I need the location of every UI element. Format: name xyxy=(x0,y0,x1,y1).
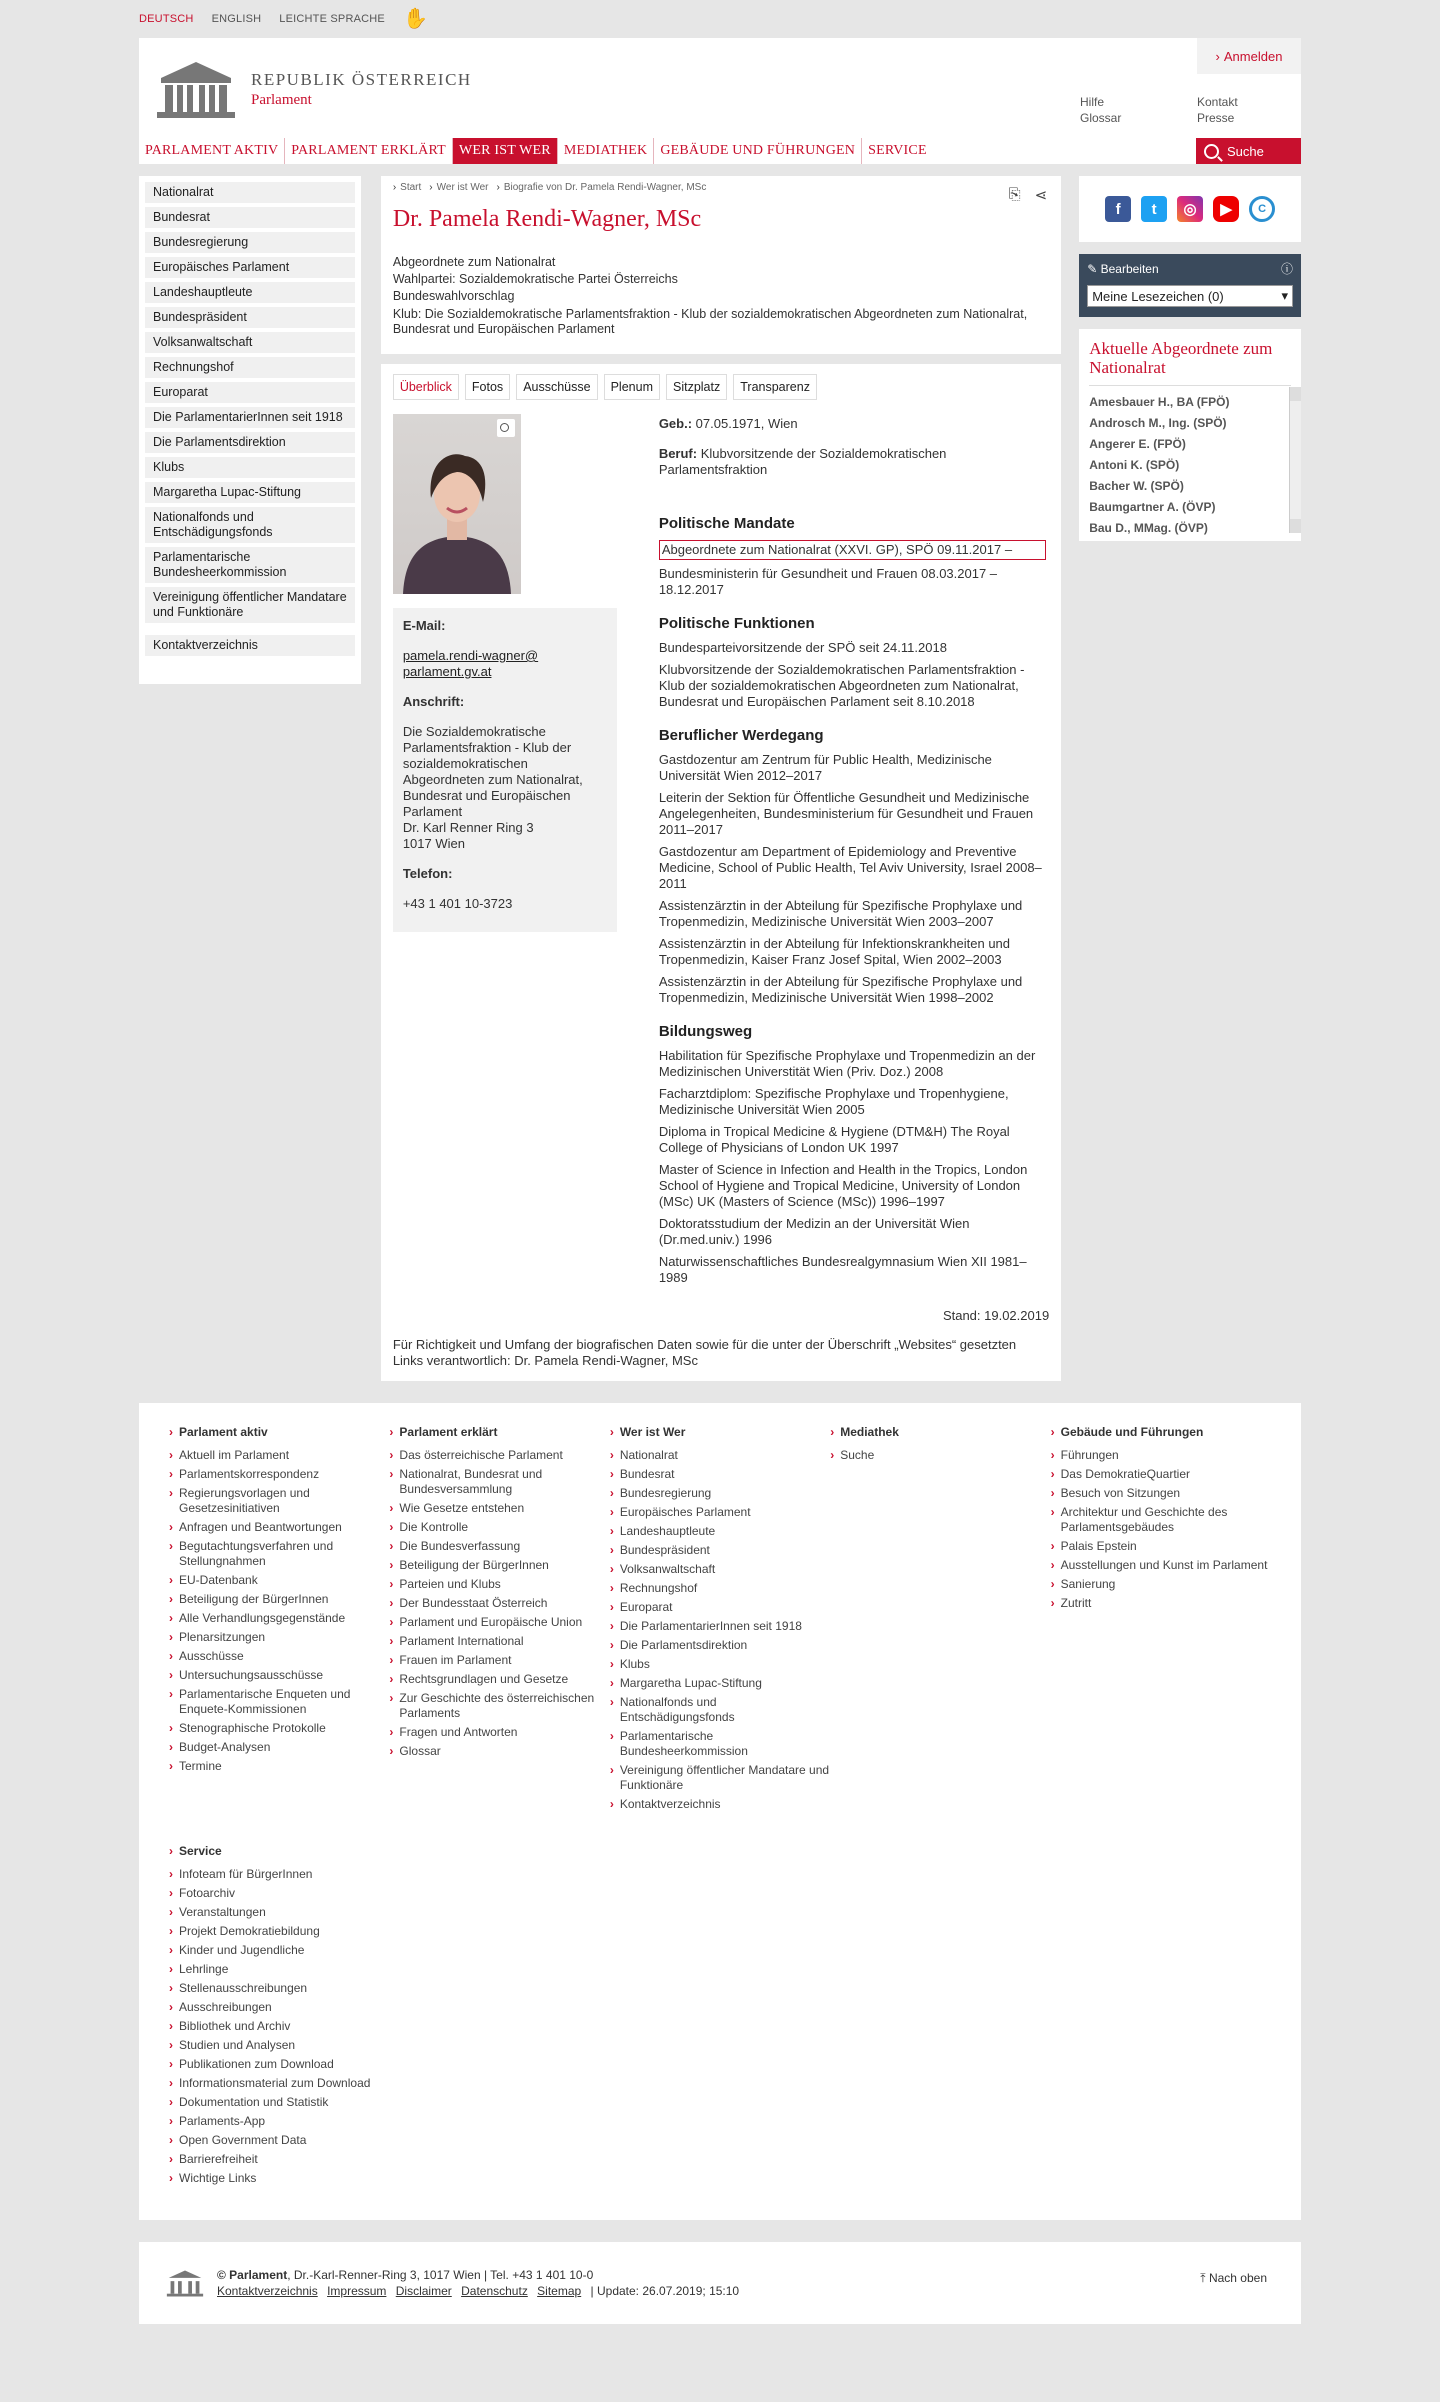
portrait-photo[interactable] xyxy=(393,414,521,594)
back-to-top-button[interactable] xyxy=(1200,2270,1267,2286)
login-button[interactable]: › Anmelden xyxy=(1197,38,1301,74)
nav-parlament-aktiv[interactable]: PARLAMENT AKTIV xyxy=(139,138,285,164)
footer-link-datenschutz[interactable]: Datenschutz xyxy=(461,2284,528,2298)
tab-ausschuesse[interactable]: Ausschüsse xyxy=(516,374,597,400)
portrait-image xyxy=(393,414,521,594)
footer-column xyxy=(610,1425,830,1816)
member-link[interactable]: Bau D., MMag. (ÖVP) xyxy=(1089,521,1208,535)
footer-link[interactable]: › Nationalrat, Bundesrat und Bundesversammlung xyxy=(389,1467,609,1497)
footer-link[interactable]: › Bundesrat xyxy=(610,1467,830,1482)
breadcrumb-start[interactable]: › Start xyxy=(393,182,421,193)
footer-link[interactable]: › Stenographische Protokolle xyxy=(169,1721,389,1736)
sidebar-item[interactable]: Margaretha Lupac-Stiftung xyxy=(145,482,355,503)
profession-label: Beruf: xyxy=(658,446,698,461)
breadcrumb-current: › Biografie von Dr. Pamela Rendi-Wagner, MSc xyxy=(496,182,706,193)
tab-plenum[interactable]: Plenum xyxy=(604,374,660,400)
phone-value: +43 1 401 10-3723 xyxy=(402,896,513,911)
biography-details xyxy=(659,414,1046,1292)
sidebar-item[interactable]: Nationalfonds und Entschädigungsfonds xyxy=(145,507,355,543)
footer-column xyxy=(830,1425,1050,1816)
sidebar-item-kontaktverzeichnis[interactable]: Kontaktverzeichnis xyxy=(145,635,355,656)
back-to-top-label: Nach oben xyxy=(1208,2271,1267,2285)
profession-info xyxy=(659,446,1046,478)
footer-column-title[interactable]: › Mediathek xyxy=(830,1425,1050,1440)
breadcrumb-wer-ist-wer[interactable]: › Wer ist Wer xyxy=(429,182,488,193)
sidebar-item[interactable]: Bundesregierung xyxy=(145,232,355,253)
sidebar-gap xyxy=(145,627,355,635)
youtube-icon[interactable]: ▶ xyxy=(1213,196,1239,222)
copyright: © Parlament xyxy=(217,2268,288,2282)
sidebar-item[interactable]: Bundesrat xyxy=(145,207,355,228)
tab-sitzplatz[interactable]: Sitzplatz xyxy=(666,374,727,400)
footer-address: , Dr.-Karl-Renner-Ring 3, 1017 Wien | Tel. +43 1 401 10-0 xyxy=(287,2268,594,2282)
footer-link[interactable]: › Plenarsitzungen xyxy=(169,1630,389,1645)
disclaimer-text: Für Richtigkeit und Umfang der biografischen Daten sowie für die unter der Überschrift „Websites“ gesetzten Links verantwortlich: Dr. Pamela Rendi-Wagner, MSc xyxy=(392,1337,1017,1368)
sidebar-item[interactable]: Die Parlamentsdirektion xyxy=(145,432,355,453)
footer-link[interactable]: › Frauen im Parlament xyxy=(389,1653,609,1668)
page-tools xyxy=(1009,186,1048,204)
footer-link[interactable]: › Begutachtungsverfahren und Stellungnahmen xyxy=(169,1539,389,1569)
footer-column-title[interactable]: › Service xyxy=(169,1844,393,1859)
sidebar-item[interactable]: Europäisches Parlament xyxy=(145,257,355,278)
current-members-title: Aktuelle Abgeordnete zum Nationalrat xyxy=(1089,339,1291,386)
footer-link[interactable]: › Kontaktverzeichnis xyxy=(610,1797,830,1812)
section-item: Master of Science in Infection and Health in the Tropics, London School of Hygiene and Tropical Medicine, University of London (MSc) UK (Masters of Science (MSc)) 1996–1997 xyxy=(658,1162,1028,1209)
section-item: Assistenzärztin in der Abteilung für Spezifische Prophylaxe und Tropenmedizin, Medizinische Universität Wien 2003–2007 xyxy=(658,898,1023,929)
footer-link[interactable]: › Die Bundesverfassung xyxy=(389,1539,609,1554)
footer-link[interactable]: › Suche xyxy=(830,1448,1050,1463)
profession-value: Klubvorsitzende der Sozialdemokratischen Parlamentsfraktion xyxy=(658,446,947,477)
profile-tabs xyxy=(393,374,1049,400)
lang-english[interactable]: ENGLISH xyxy=(211,13,262,25)
edit-label: Bearbeiten xyxy=(1100,261,1159,276)
member-link[interactable]: Angerer E. (FPÖ) xyxy=(1089,437,1186,451)
footer-column-service xyxy=(169,1844,393,2190)
section-item: Klubvorsitzende der Sozialdemokratischen Parlamentsfraktion - Klub der sozialdemokratischen Abgeordneten zum Nationalrat, Bundesrat und Europäischen Parlament seit 8.10.2018 xyxy=(658,662,1025,709)
main-navigation xyxy=(139,138,933,164)
footer-link[interactable]: › Dokumentation und Statistik xyxy=(169,2095,393,2110)
footer-link[interactable]: › Veranstaltungen xyxy=(169,1905,393,1920)
bookmarks-select-value: Meine Lesezeichen (0) xyxy=(1092,288,1224,304)
footer-link[interactable]: › Rechtsgrundlagen und Gesetze xyxy=(389,1672,609,1687)
footer-link[interactable]: › Wie Gesetze entstehen xyxy=(389,1501,609,1516)
footer-link[interactable]: › Die ParlamentarierInnen seit 1918 xyxy=(610,1619,830,1634)
twitter-icon[interactable]: t xyxy=(1141,196,1167,222)
sidebar-item[interactable]: Landeshauptleute xyxy=(145,282,355,303)
footer-link-impressum[interactable]: Impressum xyxy=(327,2284,387,2298)
nav-wer-ist-wer[interactable]: WER IST WER xyxy=(453,138,558,164)
current-members-list xyxy=(1089,392,1291,536)
parliament-small-logo-icon xyxy=(165,2268,205,2298)
footer-link[interactable]: › Anfragen und Beantwortungen xyxy=(169,1520,389,1535)
section-item: Bundesministerin für Gesundheit und Frauen 08.03.2017 – 18.12.2017 xyxy=(658,566,998,597)
sidebar-item[interactable]: Nationalrat xyxy=(145,182,355,203)
footer-link[interactable]: › Führungen xyxy=(1051,1448,1271,1463)
footer-link[interactable]: › Bundesregierung xyxy=(610,1486,830,1501)
sidebar-item[interactable]: Volksanwaltschaft xyxy=(145,332,355,353)
footer-link[interactable]: › Budget-Analysen xyxy=(169,1740,389,1755)
lang-leichte-sprache[interactable]: LEICHTE SPRACHE xyxy=(279,13,385,25)
email-link[interactable]: pamela.rendi-wagner@ parlament.gv.at xyxy=(402,648,539,679)
footer-link[interactable]: › Projekt Demokratiebildung xyxy=(169,1924,393,1939)
search-button[interactable] xyxy=(1196,138,1301,164)
nav-gebaeude-fuehrungen[interactable]: GEBÄUDE UND FÜHRUNGEN xyxy=(654,138,862,164)
footer-link[interactable]: › Fragen und Antworten xyxy=(389,1725,609,1740)
section-title: Bildungsweg xyxy=(658,1023,753,1040)
current-members-box xyxy=(1079,329,1301,541)
search-label: Suche xyxy=(1227,143,1264,159)
nav-service[interactable]: SERVICE xyxy=(868,143,927,158)
share-icon[interactable]: ⋖ xyxy=(1034,187,1048,204)
footer-link[interactable]: › Parlamentarische Enqueten und Enquete-Kommissionen xyxy=(169,1687,389,1717)
nav-mediathek[interactable]: MEDIATHEK xyxy=(558,138,654,164)
last-updated: Stand: 19.02.2019 xyxy=(942,1308,1050,1323)
footer-link[interactable]: › Barrierefreiheit xyxy=(169,2152,393,2167)
footer-link[interactable]: › Parteien und Klubs xyxy=(389,1577,609,1592)
section-item: Abgeordnete zum Nationalrat (XXVI. GP), SPÖ 09.11.2017 – xyxy=(659,540,1046,560)
sidebar-item[interactable]: Vereinigung öffentlicher Mandatare und Funktionäre xyxy=(145,587,355,623)
section-item: Diploma in Tropical Medicine & Hygiene (DTM&H) The Royal College of Physicians of London UK 1997 xyxy=(658,1124,1010,1155)
members-scrollbar[interactable] xyxy=(1289,387,1301,533)
lang-deutsch[interactable]: DEUTSCH xyxy=(139,13,194,25)
page-title: Dr. Pamela Rendi-Wagner, MSc xyxy=(392,206,702,232)
info-icon[interactable]: ⓘ xyxy=(1280,262,1293,276)
section-item: Assistenzärztin in der Abteilung für Spezifische Prophylaxe und Tropenmedizin, Medizinische Universität Wien 1998–2002 xyxy=(658,974,1023,1005)
footer-link[interactable]: › Open Government Data xyxy=(169,2133,393,2148)
section-item: Gastdozentur am Zentrum für Public Health, Medizinische Universität Wien 2012–2017 xyxy=(658,752,992,783)
logo-subtitle: Parlament xyxy=(251,91,312,108)
footer-link[interactable]: › Volksanwaltschaft xyxy=(610,1562,830,1577)
birth-info xyxy=(659,416,1046,432)
footer-column xyxy=(169,1425,389,1816)
footer-link-kontakt[interactable]: Kontaktverzeichnis xyxy=(217,2284,318,2298)
footer-link[interactable]: › Zutritt xyxy=(1051,1596,1271,1611)
person-role: Abgeordnete zum Nationalrat xyxy=(392,255,556,269)
footer-link[interactable]: › Rechnungshof xyxy=(610,1581,830,1596)
nav-parlament-erklaert[interactable]: PARLAMENT ERKLÄRT xyxy=(285,138,453,164)
social-links xyxy=(1079,176,1301,242)
tab-ueberblick[interactable]: Überblick xyxy=(393,374,459,400)
footer-link[interactable]: › Ausschüsse xyxy=(169,1649,389,1664)
section-title: Beruflicher Werdegang xyxy=(658,727,824,744)
footer-link[interactable]: › Nationalrat xyxy=(610,1448,830,1463)
footer-link-sitemap[interactable]: Sitemap xyxy=(537,2284,582,2298)
arrow-up-icon: ⤒ xyxy=(1200,2271,1206,2285)
address-org: Die Sozialdemokratische Parlamentsfraktion - Klub der sozialdemokratischen Abgeordneten zum Nationalrat, Bundesrat und Europäischen Parlament xyxy=(402,724,583,819)
chevron-down-icon: ▾ xyxy=(1281,288,1288,303)
footer-link[interactable]: › Beteiligung der BürgerInnen xyxy=(389,1558,609,1573)
footer-link[interactable]: › Architektur und Geschichte des Parlamentsgebäudes xyxy=(1051,1505,1271,1535)
email-label: E-Mail: xyxy=(402,618,446,633)
search-icon xyxy=(1204,144,1219,159)
footer-column xyxy=(389,1425,609,1816)
section-item: Assistenzärztin in der Abteilung für Infektionskrankheiten und Tropenmedizin, Kaiser Franz Josef Spital, Wien 2002–2003 xyxy=(658,936,1011,967)
footer-link[interactable]: › Ausstellungen und Kunst im Parlament xyxy=(1051,1558,1271,1573)
footer-link[interactable]: › Der Bundesstaat Österreich xyxy=(389,1596,609,1611)
footer-link[interactable]: › Regierungsvorlagen und Gesetzesinitiativen xyxy=(169,1486,389,1516)
logo-title: REPUBLIK ÖSTERREICH xyxy=(251,69,472,89)
footer-link[interactable]: › Infoteam für BürgerInnen xyxy=(169,1867,393,1882)
footer-link[interactable]: › Studien und Analysen xyxy=(169,2038,393,2053)
footer-link[interactable]: › Untersuchungsausschüsse xyxy=(169,1668,389,1683)
footer-link-disclaimer[interactable]: Disclaimer xyxy=(395,2284,452,2298)
help-link[interactable]: Hilfe xyxy=(1080,95,1105,109)
person-club: Klub: Die Sozialdemokratische Parlamentsfraktion - Klub der sozialdemokratischen Abgeordneten zum Nationalrat, Bundesrat und Europäischen Parlament xyxy=(392,307,1028,336)
footer-link[interactable]: › Glossar xyxy=(389,1744,609,1759)
tab-transparenz[interactable]: Transparenz xyxy=(733,374,817,400)
footer-column-title[interactable]: › Gebäude und Führungen xyxy=(1051,1425,1271,1440)
address-city: 1017 Wien xyxy=(402,836,465,851)
footer-link[interactable]: › Europarat xyxy=(610,1600,830,1615)
main-content xyxy=(381,176,1061,1381)
footer-link[interactable]: › Landeshauptleute xyxy=(610,1524,830,1539)
address-label: Anschrift: xyxy=(402,694,465,709)
edit-bookmarks[interactable]: ✎ Bearbeiten xyxy=(1087,261,1159,276)
instagram-icon[interactable]: ◎ xyxy=(1177,196,1203,222)
sidebar-item[interactable]: Parlamentarische Bundesheerkommission xyxy=(145,547,355,583)
contact-link[interactable]: Kontakt xyxy=(1197,95,1238,109)
footer-link[interactable]: › Sanierung xyxy=(1051,1577,1271,1592)
member-link[interactable]: Baumgartner A. (ÖVP) xyxy=(1089,500,1216,514)
bookmarks-select[interactable] xyxy=(1087,285,1293,307)
section-item: Facharztdiplom: Spezifische Prophylaxe und Tropenhygiene, Medizinische Universität Wien 2005 xyxy=(658,1086,1009,1117)
press-link[interactable]: Presse xyxy=(1197,111,1235,125)
sidebar-navigation xyxy=(139,176,361,684)
bookmark-icon[interactable]: ⎘ xyxy=(1008,186,1021,203)
footer-link[interactable]: › Klubs xyxy=(610,1657,830,1672)
parliament-logo[interactable] xyxy=(153,58,472,120)
footer-update: | Update: 26.07.2019; 15:10 xyxy=(590,2284,740,2298)
footer-link[interactable]: › Wichtige Links xyxy=(169,2171,393,2186)
person-meta xyxy=(393,253,1049,337)
site-header xyxy=(139,38,1301,164)
footer-link[interactable]: › Informationsmaterial zum Download xyxy=(169,2076,393,2091)
section-item: Doktoratsstudium der Medizin an der Universität Wien (Dr.med.univ.) 1996 xyxy=(658,1216,970,1247)
footer-column-title[interactable]: › Parlament erklärt xyxy=(389,1425,609,1440)
footer-link[interactable]: › Das DemokratieQuartier xyxy=(1051,1467,1271,1482)
footer-link[interactable]: › Ausschreibungen xyxy=(169,2000,393,2015)
footer-link[interactable]: › Stellenausschreibungen xyxy=(169,1981,393,1996)
language-bar xyxy=(139,0,1301,38)
footer-column-title[interactable]: › Parlament aktiv xyxy=(169,1425,389,1440)
parliament-building-icon xyxy=(153,58,239,120)
section-item: Bundesparteivorsitzende der SPÖ seit 24.11.2018 xyxy=(658,640,947,655)
footer-link[interactable]: › Parlaments-App xyxy=(169,2114,393,2129)
member-link[interactable]: Androsch M., Ing. (SPÖ) xyxy=(1089,416,1227,430)
footer-link[interactable]: › Publikationen zum Download xyxy=(169,2057,393,2072)
footer-link[interactable]: › Parlamentskorrespondenz xyxy=(169,1467,389,1482)
zoom-icon[interactable] xyxy=(497,419,515,437)
footer-link[interactable]: › Parlament International xyxy=(389,1634,609,1649)
footer-column-title[interactable]: › Wer ist Wer xyxy=(610,1425,830,1440)
service-links-left xyxy=(1080,94,1121,126)
section-title: Politische Mandate xyxy=(658,515,795,532)
footer-link[interactable]: › EU-Datenbank xyxy=(169,1573,389,1588)
sidebar-item[interactable]: Rechnungshof xyxy=(145,357,355,378)
member-link[interactable]: Antoni K. (SPÖ) xyxy=(1089,458,1180,472)
person-party: Wahlpartei: Sozialdemokratische Partei Österreichs xyxy=(392,272,678,286)
footer-column xyxy=(1051,1425,1271,1816)
footer-link[interactable]: › Europäisches Parlament xyxy=(610,1505,830,1520)
profile-body xyxy=(381,364,1061,1381)
sidebar-item[interactable]: Die ParlamentarierInnen seit 1918 xyxy=(145,407,355,428)
footer-link[interactable]: › Nationalfonds und Entschädigungsfonds xyxy=(610,1695,830,1725)
right-sidebar xyxy=(1079,176,1301,1381)
member-link[interactable]: Bacher W. (SPÖ) xyxy=(1089,479,1184,493)
service-links-right xyxy=(1197,94,1238,126)
sidebar-item[interactable]: Europarat xyxy=(145,382,355,403)
footer-link[interactable]: › Margaretha Lupac-Stiftung xyxy=(610,1676,830,1691)
footer-link[interactable]: › Vereinigung öffentlicher Mandatare und Funktionäre xyxy=(610,1763,830,1793)
footer-link[interactable]: › Palais Epstein xyxy=(1051,1539,1271,1554)
person-list: Bundeswahlvorschlag xyxy=(392,289,515,303)
section-item: Leiterin der Sektion für Öffentliche Gesundheit und Medizinische Angelegenheiten, Bundesministerium für Gesundheit und Frauen 2011–2017 xyxy=(658,790,1034,837)
birth-label: Geb.: xyxy=(658,416,693,431)
sidebar-item[interactable]: Klubs xyxy=(145,457,355,478)
contact-box xyxy=(393,608,617,932)
section-title: Politische Funktionen xyxy=(658,615,815,632)
address-street: Dr. Karl Renner Ring 3 xyxy=(402,820,534,835)
footer-link[interactable]: › Besuch von Sitzungen xyxy=(1051,1486,1271,1501)
bookmarks-panel xyxy=(1079,254,1301,317)
profile-header xyxy=(381,176,1061,354)
footer-link[interactable]: › Lehrlinge xyxy=(169,1962,393,1977)
site-footer xyxy=(139,1403,1301,2220)
bottom-bar xyxy=(139,2242,1301,2324)
footer-link[interactable]: › Die Kontrolle xyxy=(389,1520,609,1535)
section-item: Naturwissenschaftliches Bundesrealgymnasium Wien XII 1981–1989 xyxy=(658,1254,1027,1285)
footer-link[interactable]: › Parlament und Europäische Union xyxy=(389,1615,609,1630)
footer-link[interactable]: › Alle Verhandlungsgegenstände xyxy=(169,1611,389,1626)
flickr-icon[interactable]: C xyxy=(1249,196,1275,222)
facebook-icon[interactable]: f xyxy=(1105,196,1131,222)
footer-link[interactable]: › Aktuell im Parlament xyxy=(169,1448,389,1463)
member-link[interactable]: Amesbauer H., BA (FPÖ) xyxy=(1089,395,1230,409)
glossary-link[interactable]: Glossar xyxy=(1080,111,1122,125)
footer-link[interactable]: › Beteiligung der BürgerInnen xyxy=(169,1592,389,1607)
footer-link[interactable]: › Bibliothek und Archiv xyxy=(169,2019,393,2034)
tab-fotos[interactable]: Fotos xyxy=(465,374,510,400)
phone-label: Telefon: xyxy=(402,866,453,881)
footer-link[interactable]: › Termine xyxy=(169,1759,389,1774)
sign-language-icon[interactable]: ✋ xyxy=(402,8,429,30)
footer-link[interactable]: › Die Parlamentsdirektion xyxy=(610,1638,830,1653)
footer-link[interactable]: › Fotoarchiv xyxy=(169,1886,393,1901)
footer-link[interactable]: › Zur Geschichte des österreichischen Parlaments xyxy=(389,1691,609,1721)
footer-link[interactable]: › Das österreichische Parlament xyxy=(389,1448,609,1463)
breadcrumb xyxy=(393,182,1049,193)
birth-value: 07.05.1971, Wien xyxy=(695,416,798,431)
section-item: Habilitation für Spezifische Prophylaxe und Tropenmedizin an der Medizinischen Universtität Wien (Priv. Doz.) 2008 xyxy=(658,1048,1036,1079)
footer-link[interactable]: › Parlamentarische Bundesheerkommission xyxy=(610,1729,830,1759)
footer-link[interactable]: › Kinder und Jugendliche xyxy=(169,1943,393,1958)
section-item: Gastdozentur am Department of Epidemiology and Preventive Medicine, School of Public Health, Tel Aviv University, Israel 2008–2011 xyxy=(658,844,1042,891)
sidebar-item[interactable]: Bundespräsident xyxy=(145,307,355,328)
footer-link[interactable]: › Bundespräsident xyxy=(610,1543,830,1558)
